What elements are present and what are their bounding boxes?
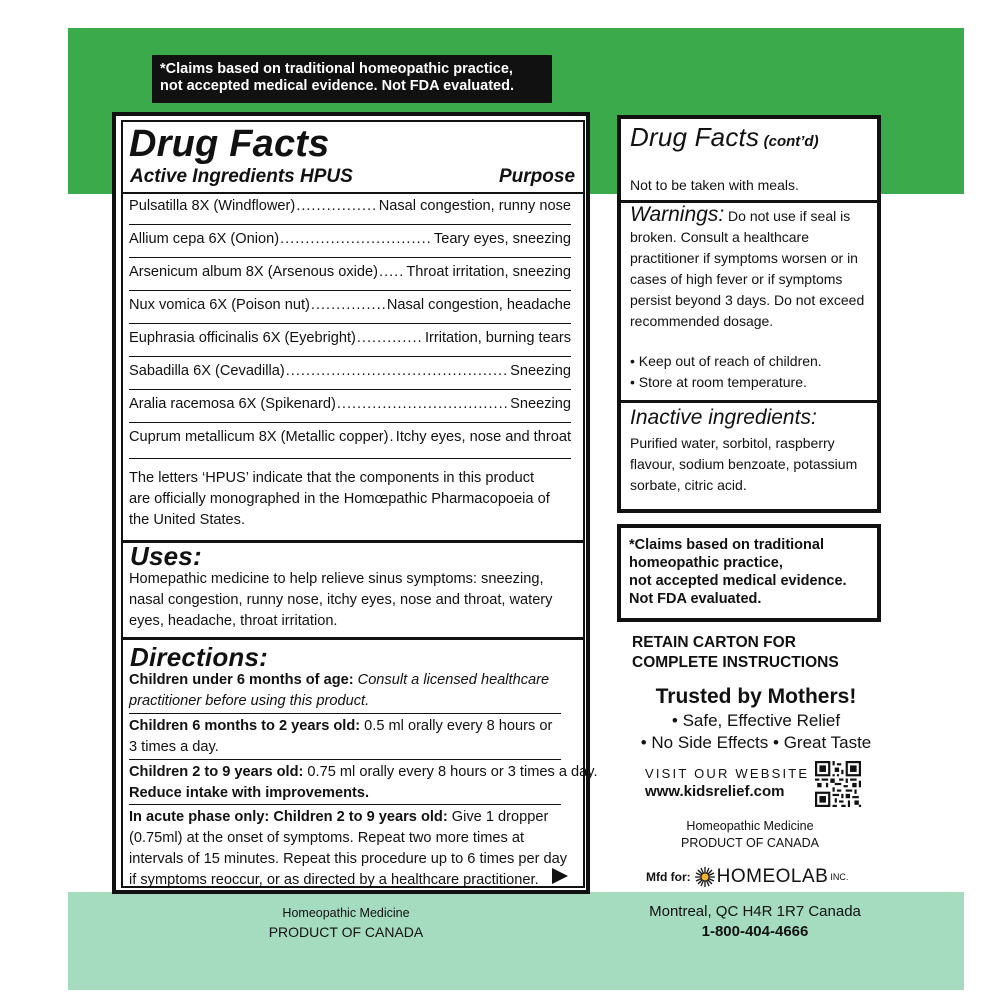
direction-2-to-9-years bbox=[129, 762, 598, 804]
ingredient-name: Cuprum metallicum 8X (Metallic copper) bbox=[129, 429, 389, 445]
ingredient-row bbox=[129, 363, 571, 385]
direction-text: 0.5 ml orally every 8 hours or bbox=[360, 718, 553, 734]
uses-line: Homepathic medicine to help relieve sinus symptoms: sneezing, bbox=[129, 571, 544, 587]
inc-suffix: INC. bbox=[830, 872, 849, 882]
ingredient-row bbox=[129, 198, 571, 220]
website-url[interactable]: www.kidsrelief.com bbox=[645, 783, 785, 800]
divider bbox=[123, 192, 583, 194]
warnings-section bbox=[630, 204, 864, 332]
claim-banner-line: *Claims based on traditional homeopathic practice, bbox=[160, 61, 513, 77]
claim-line: *Claims based on traditional bbox=[629, 537, 824, 553]
claim-line: Not FDA evaluated. bbox=[629, 591, 762, 607]
ingredient-row bbox=[129, 330, 571, 352]
hpus-note bbox=[129, 468, 550, 531]
warnings-heading: Warnings: bbox=[630, 203, 725, 226]
divider bbox=[129, 224, 571, 225]
ingredient-name: Euphrasia officinalis 6X (Eyebright) bbox=[129, 330, 356, 346]
uses-line: eyes, headache, throat irritation. bbox=[129, 613, 338, 629]
direction-text: if symptoms reoccur, or as directed by a healthcare practitioner. bbox=[129, 872, 539, 888]
claim-line: not accepted medical evidence. bbox=[629, 573, 847, 589]
visit-website-label: VISIT OUR WEBSITE bbox=[645, 766, 810, 781]
uses-text bbox=[129, 569, 552, 632]
warnings-text: broken. Consult a healthcare bbox=[630, 229, 809, 245]
section-divider bbox=[621, 400, 877, 403]
phone-number: 1-800-404-4666 bbox=[701, 923, 809, 940]
ingredient-purpose: Sneezing bbox=[510, 363, 571, 379]
trusted-block bbox=[617, 684, 895, 754]
ingredient-row bbox=[129, 231, 571, 253]
warnings-text: cases of high fever or if symptoms bbox=[630, 271, 843, 287]
hpus-note-line: the United States. bbox=[129, 512, 246, 528]
trusted-title: Trusted by Mothers! bbox=[655, 685, 857, 708]
trusted-line: • Safe, Effective Relief bbox=[671, 711, 841, 730]
direction-text: practitioner before using this product. bbox=[129, 693, 370, 709]
ingredient-purpose: Itchy eyes, nose and throat bbox=[395, 429, 571, 445]
bullet-item: • Store at room temperature. bbox=[630, 374, 807, 390]
product-type: Homeopathic Medicine bbox=[686, 819, 814, 833]
drug-facts-cont-heading: Drug Facts bbox=[630, 122, 760, 152]
homeolab-logo: HOMEOLAB bbox=[716, 866, 829, 887]
ingredient-row bbox=[129, 396, 571, 418]
purpose-heading: Purpose bbox=[499, 166, 576, 187]
mfd-label: Mfd for: bbox=[646, 870, 691, 884]
uses-heading: Uses: bbox=[130, 541, 202, 571]
continue-arrow-icon bbox=[552, 868, 568, 884]
ingredient-row bbox=[129, 429, 571, 451]
section-divider bbox=[123, 637, 583, 640]
drug-facts-title: Drug Facts bbox=[129, 123, 330, 165]
direction-label: Children 2 to 9 years old: bbox=[129, 764, 304, 780]
inactive-line: flavour, sodium benzoate, potassium bbox=[630, 456, 858, 472]
product-info-right bbox=[650, 818, 850, 852]
hpus-note-line: are officially monographed in the Homœpathic Pharmacopoeia of bbox=[129, 491, 550, 507]
divider bbox=[129, 323, 571, 324]
sun-logo-icon bbox=[695, 867, 715, 887]
drug-facts-cont-title bbox=[630, 122, 819, 153]
uses-line: nasal congestion, runny nose, itchy eyes, nose and throat, watery bbox=[129, 592, 553, 608]
trusted-line: • Great Taste bbox=[773, 733, 872, 752]
qr-code-icon[interactable] bbox=[815, 761, 861, 807]
ingredient-name: Arsenicum album 8X (Arsenous oxide) bbox=[129, 264, 379, 280]
divider bbox=[129, 422, 571, 423]
hpus-note-line: The letters ‘HPUS’ indicate that the components in this product bbox=[129, 470, 535, 486]
direction-text: Consult a licensed healthcare bbox=[353, 672, 550, 688]
bullet-item: • Keep out of reach of children. bbox=[630, 353, 822, 369]
directions-heading: Directions: bbox=[130, 642, 269, 672]
ingredient-purpose: Sneezing bbox=[510, 396, 571, 412]
ingredient-name: Nux vomica 6X (Poison nut) bbox=[129, 297, 310, 313]
cont-label: (cont’d) bbox=[763, 133, 819, 150]
direction-under-6-months bbox=[129, 670, 549, 712]
inactive-line: sorbate, citric acid. bbox=[630, 477, 747, 493]
retain-line: RETAIN CARTON FOR bbox=[632, 634, 796, 651]
direction-text: (0.75ml) at the onset of symptoms. Repeat two more times at bbox=[129, 830, 525, 846]
product-type: Homeopathic Medicine bbox=[282, 906, 410, 920]
ingredient-purpose: Teary eyes, sneezing bbox=[433, 231, 571, 247]
direction-text: Give 1 dropper bbox=[447, 809, 549, 825]
direction-label: Children under 6 months of age: bbox=[129, 672, 354, 688]
warnings-text: Do not use if seal is bbox=[724, 208, 851, 224]
ingredient-purpose: Irritation, burning tears bbox=[424, 330, 571, 346]
retain-carton-note bbox=[632, 633, 839, 673]
warnings-text: persist beyond 3 days. Do not exceed bbox=[630, 292, 865, 308]
divider bbox=[129, 713, 561, 714]
ingredient-name: Pulsatilla 8X (Windflower) bbox=[129, 198, 296, 214]
direction-label: In acute phase only: Children 2 to 9 years old: bbox=[129, 809, 448, 825]
retain-line: COMPLETE INSTRUCTIONS bbox=[632, 654, 839, 671]
direction-text: 0.75 ml orally every 8 hours or 3 times a day. bbox=[303, 764, 598, 780]
ingredient-purpose: Throat irritation, sneezing bbox=[406, 264, 571, 280]
divider bbox=[129, 759, 561, 760]
claim-banner bbox=[152, 55, 552, 103]
divider bbox=[129, 356, 571, 357]
warnings-text: recommended dosage. bbox=[630, 313, 774, 329]
product-origin: PRODUCT OF CANADA bbox=[681, 836, 819, 850]
warnings-bullets bbox=[630, 351, 822, 393]
direction-text: 3 times a day. bbox=[129, 739, 219, 755]
active-ingredients-heading: Active Ingredients HPUS bbox=[130, 166, 353, 187]
product-origin: PRODUCT OF CANADA bbox=[268, 924, 424, 940]
ingredient-name: Sabadilla 6X (Cevadilla) bbox=[129, 363, 285, 379]
direction-acute-phase bbox=[129, 807, 567, 891]
divider bbox=[129, 257, 571, 258]
ingredient-name: Allium cepa 6X (Onion) bbox=[129, 231, 280, 247]
divider bbox=[129, 290, 571, 291]
product-info-bottom bbox=[246, 904, 446, 942]
inactive-line: Purified water, sorbitol, raspberry bbox=[630, 435, 835, 451]
ingredient-purpose: Nasal congestion, runny nose bbox=[378, 198, 571, 214]
direction-text: intervals of 15 minutes. Repeat this procedure up to 6 times per day bbox=[129, 851, 568, 867]
inactive-ingredients-list bbox=[630, 433, 857, 496]
divider bbox=[129, 389, 571, 390]
trusted-line: • No Side Effects bbox=[640, 733, 769, 752]
claim-banner-line: not accepted medical evidence. Not FDA evaluated. bbox=[160, 78, 515, 94]
meals-note: Not to be taken with meals. bbox=[630, 177, 799, 193]
divider bbox=[129, 458, 571, 459]
claim-line: homeopathic practice, bbox=[629, 555, 783, 571]
direction-text: Reduce intake with improvements. bbox=[129, 785, 370, 801]
website-block bbox=[645, 766, 809, 800]
inactive-ingredients-heading: Inactive ingredients: bbox=[630, 406, 817, 429]
ingredient-purpose: Nasal congestion, headache bbox=[386, 297, 571, 313]
divider bbox=[129, 804, 561, 805]
claim-box-text bbox=[629, 536, 847, 608]
direction-label: Children 6 months to 2 years old: bbox=[129, 718, 361, 734]
ingredient-row bbox=[129, 297, 571, 319]
manufacturer bbox=[646, 866, 848, 888]
warnings-text: practitioner if symptoms worsen or in bbox=[630, 250, 858, 266]
address-city: Montreal, QC H4R 1R7 Canada bbox=[649, 903, 861, 920]
ingredient-row bbox=[129, 264, 571, 286]
ingredient-name: Aralia racemosa 6X (Spikenard) bbox=[129, 396, 336, 412]
direction-6-months-to-2-years bbox=[129, 716, 552, 758]
address-block bbox=[630, 902, 880, 942]
